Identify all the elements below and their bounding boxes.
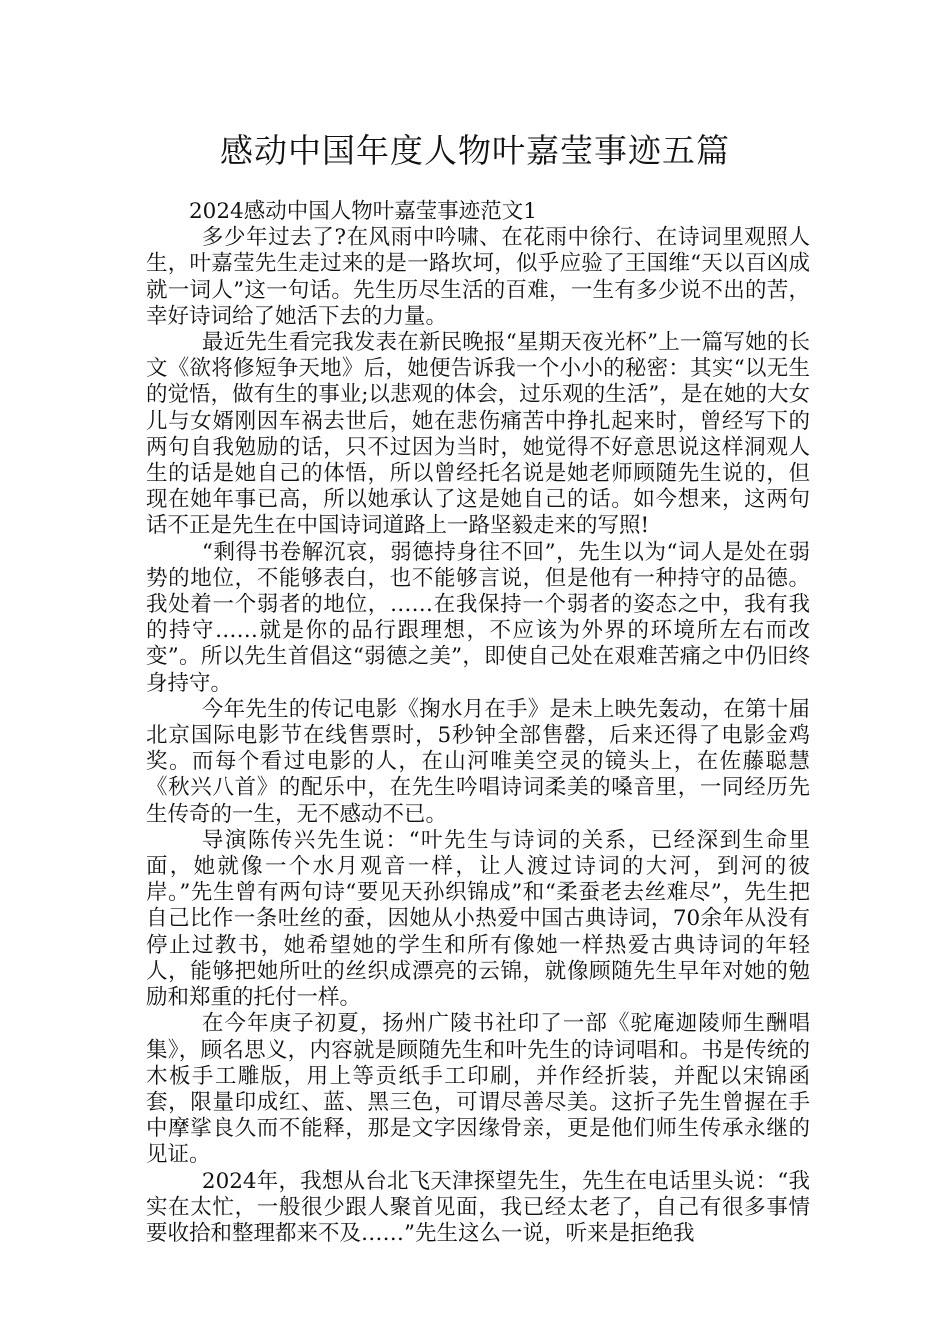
- paragraph-4: 今年先生的传记电影《掬水月在手》是未上映先轰动，在第十届北京国际电影节在线售票时，5秒钟全部售罄，后来还得了电影金鸡奖。而每个看过电影的人，在山河唯美空灵的镜头上，在佐藤聪慧《秋兴八首》的配乐中，在先生吟唱诗词柔美的嗓音里，一同经历先生传奇的一生，无不感动不已。: [146, 696, 810, 827]
- section-heading: 2024感动中国人物叶嘉莹事迹范文1: [189, 199, 537, 224]
- paragraph-7: 2024年，我想从台北飞天津探望先生，先生在电话里头说：“我实在太忙，一般很少跟人聚首见面，我已经太老了，自己有很多事情要收拾和整理都来不及……”先生这么一说，听来是拒绝我: [146, 1168, 810, 1246]
- document-title: 感动中国年度人物叶嘉莹事迹五篇: [220, 131, 730, 170]
- paragraph-1: 多少年过去了?在风雨中吟啸、在花雨中徐行、在诗词里观照人生，叶嘉莹先生走过来的是一路坎坷，似乎应验了王国维“天以百凶成就一词人”这一句话。先生历尽生活的百难，一生有多少说不出的苦，幸好诗词给了她活下去的力量。: [146, 225, 810, 329]
- paragraph-6: 在今年庚子初夏，扬州广陵书社印了一部《驼庵迦陵师生酬唱集》，顾名思义，内容就是顾随先生和叶先生的诗词唱和。书是传统的木板手工雕版，用上等贡纸手工印刷，并作经折装，并配以宋锦函套，限量印成红、蓝、黑三色，可谓尽善尽美。这折子先生曾握在手中摩挲良久而不能释，那是文字因缘骨亲，更是他们师生传承永继的见证。: [146, 1011, 810, 1168]
- paragraph-2: 最近先生看完我发表在新民晚报“星期天夜光杯”上一篇写她的长文《欲将修短争天地》后，她便告诉我一个小小的秘密：其实“以无生的觉悟，做有生的事业;以悲观的体会，过乐观的生活”，是在她的大女儿与女婿刚因车祸去世后，她在悲伤痛苦中挣扎起来时，曾经写下的两句自我勉励的话，只不过因为当时，她觉得不好意思说这样洞观人生的话是她自己的体悟，所以曾经托名说是她老师顾随先生说的，但现在她年事已高，所以她承认了这是她自己的话。如今想来，这两句话不正是先生在中国诗词道路上一路坚毅走来的写照!: [146, 330, 810, 539]
- document-body: [146, 199, 810, 1247]
- paragraph-3: “剩得书卷解沉哀，弱德持身往不回”，先生以为“词人是处在弱势的地位，不能够表白，也不能够言说，但是他有一种持守的品德。我处着一个弱者的地位，……在我保持一个弱者的姿态之中，我有我的持守……就是你的品行跟理想，不应该为外界的环境所左右而改变”。所以先生首倡这“弱德之美”，即使自己处在艰难苦痛之中仍旧终身持守。: [146, 539, 810, 696]
- paragraph-5: 导演陈传兴先生说：“叶先生与诗词的关系，已经深到生命里面，她就像一个水月观音一样，让人渡过诗词的大河，到河的彼岸。”先生曾有两句诗“要见天孙织锦成”和“柔蚕老去丝难尽”，先生把自己比作一条吐丝的蚕，因她从小热爱中国古典诗词，70余年从没有停止过教书，她希望她的学生和所有像她一样热爱古典诗词的年轻人，能够把她所吐的丝织成漂亮的云锦，就像顾随先生早年对她的勉励和郑重的托付一样。: [146, 827, 810, 1011]
